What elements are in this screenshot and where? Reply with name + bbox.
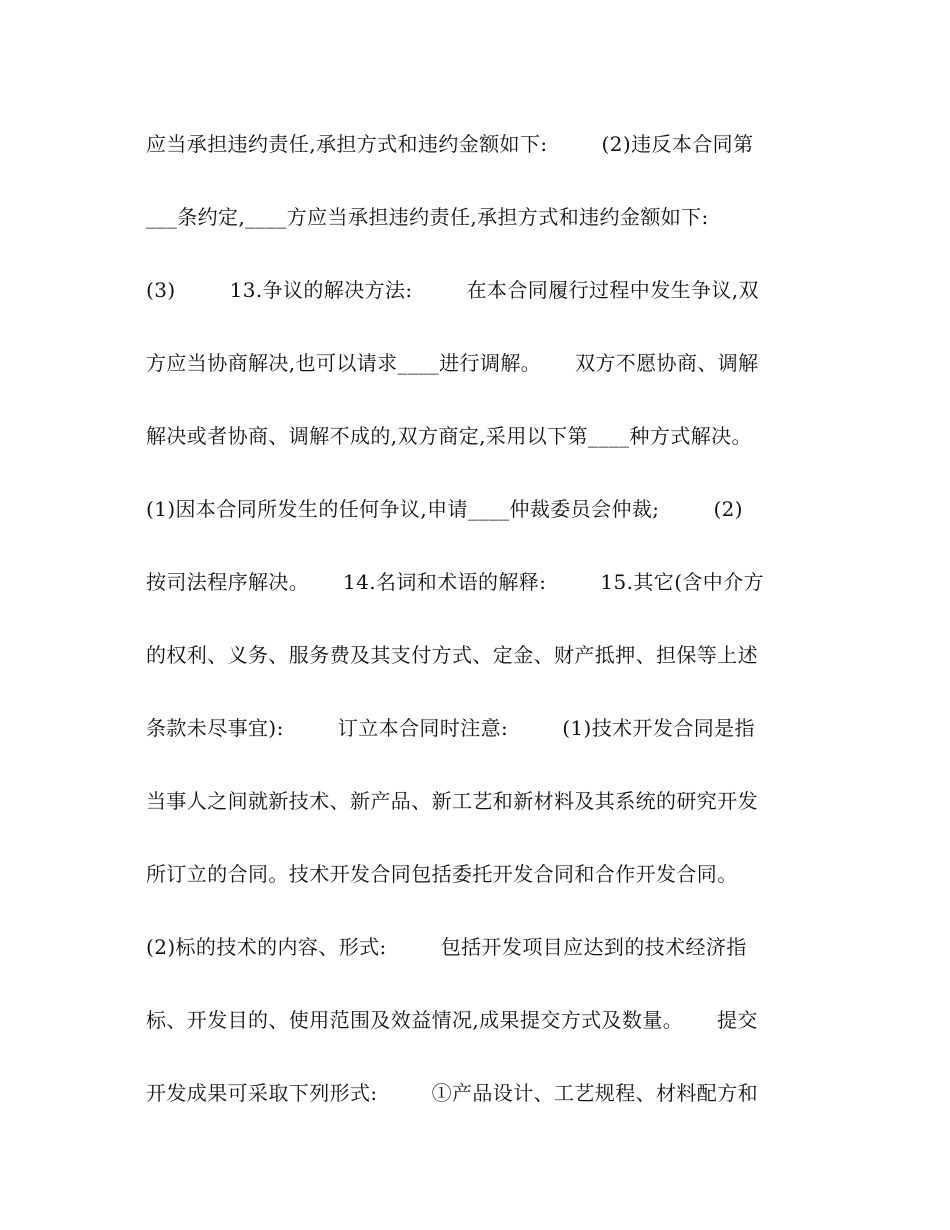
text-line: 解决或者协商、调解不成的,双方商定,采用以下第____种方式解决。 — [146, 424, 752, 448]
text-line: (2)标的技术的内容、形式: 包括开发项目应达到的技术经济指 — [146, 935, 747, 959]
text-line: 方应当协商解决,也可以请求____进行调解。 双方不愿协商、调解 — [146, 351, 759, 375]
text-line: 条款未尽事宜): 订立本合同时注意: (1)技术开发合同是指 — [146, 716, 755, 740]
text-line: 当事人之间就新技术、新产品、新工艺和新材料及其系统的研究开发 — [146, 789, 758, 813]
text-line: (1)因本合同所发生的任何争议,申请____仲裁委员会仲裁; (2) — [146, 497, 744, 521]
text-line: 标、开发目的、使用范围及效益情况,成果提交方式及数量。 提交 — [146, 1008, 758, 1032]
text-line: ___条约定,____方应当承担违约责任,承担方式和违约金额如下: — [146, 205, 709, 229]
text-line: 的权利、义务、服务费及其支付方式、定金、财产抵押、担保等上述 — [146, 643, 758, 667]
text-line: 所订立的合同。技术开发合同包括委托开发合同和合作开发合同。 — [146, 862, 738, 886]
contract-body-text — [146, 126, 816, 1148]
text-line: 应当承担违约责任,承担方式和违约金额如下: (2)违反本合同第 — [146, 132, 754, 156]
text-line: (3) 13.争议的解决方法: 在本合同履行过程中发生争议,双 — [146, 278, 759, 302]
text-line: 开发成果可采取下列形式: ①产品设计、工艺规程、材料配方和 — [146, 1081, 758, 1105]
text-line: 按司法程序解决。 14.名词和术语的解释: 15.其它(含中介方 — [146, 570, 765, 594]
